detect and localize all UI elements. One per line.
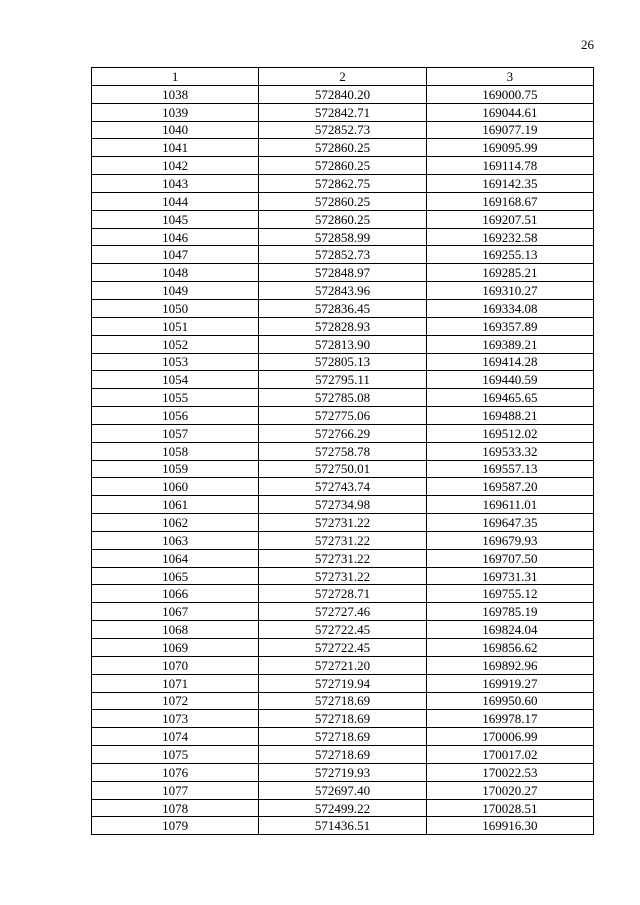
table-row xyxy=(92,603,594,621)
x-coordinate-cell: 572731.22 xyxy=(259,514,426,532)
y-coordinate-cell: 169285.21 xyxy=(426,264,593,282)
point-number-cell: 1041 xyxy=(92,139,259,157)
y-coordinate-cell: 169533.32 xyxy=(426,442,593,460)
point-number-cell: 1076 xyxy=(92,763,259,781)
column-header-2: 2 xyxy=(259,68,426,86)
x-coordinate-cell: 572750.01 xyxy=(259,460,426,478)
table-row xyxy=(92,407,594,425)
point-number-cell: 1067 xyxy=(92,603,259,621)
x-coordinate-cell: 572795.11 xyxy=(259,371,426,389)
y-coordinate-cell: 169440.59 xyxy=(426,371,593,389)
x-coordinate-cell: 572842.71 xyxy=(259,103,426,121)
y-coordinate-cell: 169512.02 xyxy=(426,424,593,442)
table-row xyxy=(92,139,594,157)
x-coordinate-cell: 572499.22 xyxy=(259,799,426,817)
x-coordinate-cell: 572852.73 xyxy=(259,246,426,264)
x-coordinate-cell: 572775.06 xyxy=(259,407,426,425)
y-coordinate-cell: 169856.62 xyxy=(426,639,593,657)
table-row xyxy=(92,192,594,210)
table-row xyxy=(92,763,594,781)
point-number-cell: 1072 xyxy=(92,692,259,710)
point-number-cell: 1048 xyxy=(92,264,259,282)
table-row xyxy=(92,621,594,639)
y-coordinate-cell: 169095.99 xyxy=(426,139,593,157)
point-number-cell: 1071 xyxy=(92,674,259,692)
point-number-cell: 1055 xyxy=(92,389,259,407)
table-row xyxy=(92,781,594,799)
table-row xyxy=(92,496,594,514)
table-row xyxy=(92,585,594,603)
x-coordinate-cell: 572697.40 xyxy=(259,781,426,799)
table-row xyxy=(92,103,594,121)
point-number-cell: 1058 xyxy=(92,442,259,460)
x-coordinate-cell: 572848.97 xyxy=(259,264,426,282)
x-coordinate-cell: 572785.08 xyxy=(259,389,426,407)
table-row xyxy=(92,85,594,103)
y-coordinate-cell: 169207.51 xyxy=(426,210,593,228)
x-coordinate-cell: 572852.73 xyxy=(259,121,426,139)
x-coordinate-cell: 572743.74 xyxy=(259,478,426,496)
x-coordinate-cell: 572766.29 xyxy=(259,424,426,442)
table-row xyxy=(92,710,594,728)
y-coordinate-cell: 170028.51 xyxy=(426,799,593,817)
point-number-cell: 1069 xyxy=(92,639,259,657)
y-coordinate-cell: 170020.27 xyxy=(426,781,593,799)
x-coordinate-cell: 572860.25 xyxy=(259,210,426,228)
table-row xyxy=(92,175,594,193)
y-coordinate-cell: 169114.78 xyxy=(426,157,593,175)
y-coordinate-cell: 169731.31 xyxy=(426,567,593,585)
table-row xyxy=(92,157,594,175)
table-row xyxy=(92,335,594,353)
y-coordinate-cell: 169978.17 xyxy=(426,710,593,728)
x-coordinate-cell: 572719.94 xyxy=(259,674,426,692)
y-coordinate-cell: 169000.75 xyxy=(426,85,593,103)
x-coordinate-cell: 572718.69 xyxy=(259,746,426,764)
point-number-cell: 1053 xyxy=(92,353,259,371)
point-number-cell: 1066 xyxy=(92,585,259,603)
y-coordinate-cell: 169255.13 xyxy=(426,246,593,264)
y-coordinate-cell: 169077.19 xyxy=(426,121,593,139)
point-number-cell: 1062 xyxy=(92,514,259,532)
x-coordinate-cell: 572843.96 xyxy=(259,282,426,300)
point-number-cell: 1077 xyxy=(92,781,259,799)
point-number-cell: 1047 xyxy=(92,246,259,264)
x-coordinate-cell: 572731.22 xyxy=(259,567,426,585)
y-coordinate-cell: 169647.35 xyxy=(426,514,593,532)
table-row xyxy=(92,674,594,692)
table-row xyxy=(92,121,594,139)
table-row xyxy=(92,371,594,389)
table-row xyxy=(92,246,594,264)
x-coordinate-cell: 572718.69 xyxy=(259,710,426,728)
table-row xyxy=(92,656,594,674)
x-coordinate-cell: 572731.22 xyxy=(259,549,426,567)
y-coordinate-cell: 169950.60 xyxy=(426,692,593,710)
table-row xyxy=(92,424,594,442)
table-row xyxy=(92,210,594,228)
y-coordinate-cell: 169488.21 xyxy=(426,407,593,425)
y-coordinate-cell: 169310.27 xyxy=(426,282,593,300)
x-coordinate-cell: 572860.25 xyxy=(259,139,426,157)
y-coordinate-cell: 169755.12 xyxy=(426,585,593,603)
y-coordinate-cell: 169232.58 xyxy=(426,228,593,246)
table-row xyxy=(92,567,594,585)
point-number-cell: 1065 xyxy=(92,567,259,585)
y-coordinate-cell: 169919.27 xyxy=(426,674,593,692)
point-number-cell: 1064 xyxy=(92,549,259,567)
y-coordinate-cell: 169707.50 xyxy=(426,549,593,567)
x-coordinate-cell: 572860.25 xyxy=(259,157,426,175)
point-number-cell: 1063 xyxy=(92,531,259,549)
x-coordinate-cell: 572728.71 xyxy=(259,585,426,603)
table-row xyxy=(92,353,594,371)
x-coordinate-cell: 572840.20 xyxy=(259,85,426,103)
x-coordinate-cell: 572758.78 xyxy=(259,442,426,460)
x-coordinate-cell: 572828.93 xyxy=(259,317,426,335)
x-coordinate-cell: 572860.25 xyxy=(259,192,426,210)
point-number-cell: 1042 xyxy=(92,157,259,175)
y-coordinate-cell: 169357.89 xyxy=(426,317,593,335)
point-number-cell: 1057 xyxy=(92,424,259,442)
point-number-cell: 1079 xyxy=(92,817,259,835)
point-number-cell: 1078 xyxy=(92,799,259,817)
column-header-3: 3 xyxy=(426,68,593,86)
y-coordinate-cell: 169824.04 xyxy=(426,621,593,639)
point-number-cell: 1068 xyxy=(92,621,259,639)
x-coordinate-cell: 572805.13 xyxy=(259,353,426,371)
point-number-cell: 1051 xyxy=(92,317,259,335)
x-coordinate-cell: 572862.75 xyxy=(259,175,426,193)
y-coordinate-cell: 169679.93 xyxy=(426,531,593,549)
point-number-cell: 1049 xyxy=(92,282,259,300)
page-number: 26 xyxy=(581,37,594,52)
x-coordinate-cell: 572734.98 xyxy=(259,496,426,514)
y-coordinate-cell: 169587.20 xyxy=(426,478,593,496)
y-coordinate-cell: 170022.53 xyxy=(426,763,593,781)
point-number-cell: 1073 xyxy=(92,710,259,728)
table-row xyxy=(92,549,594,567)
table-row xyxy=(92,746,594,764)
point-number-cell: 1060 xyxy=(92,478,259,496)
point-number-cell: 1039 xyxy=(92,103,259,121)
y-coordinate-cell: 169557.13 xyxy=(426,460,593,478)
table-body xyxy=(92,85,594,834)
x-coordinate-cell: 572836.45 xyxy=(259,299,426,317)
x-coordinate-cell: 572813.90 xyxy=(259,335,426,353)
table-row xyxy=(92,228,594,246)
table-row xyxy=(92,389,594,407)
x-coordinate-cell: 572722.45 xyxy=(259,621,426,639)
y-coordinate-cell: 169916.30 xyxy=(426,817,593,835)
point-number-cell: 1038 xyxy=(92,85,259,103)
x-coordinate-cell: 572718.69 xyxy=(259,728,426,746)
table-row xyxy=(92,282,594,300)
table-row xyxy=(92,478,594,496)
point-number-cell: 1061 xyxy=(92,496,259,514)
point-number-cell: 1070 xyxy=(92,656,259,674)
x-coordinate-cell: 572731.22 xyxy=(259,531,426,549)
table-row xyxy=(92,531,594,549)
point-number-cell: 1044 xyxy=(92,192,259,210)
y-coordinate-cell: 169389.21 xyxy=(426,335,593,353)
table-row xyxy=(92,460,594,478)
x-coordinate-cell: 572727.46 xyxy=(259,603,426,621)
point-number-cell: 1043 xyxy=(92,175,259,193)
point-number-cell: 1045 xyxy=(92,210,259,228)
y-coordinate-cell: 170017.02 xyxy=(426,746,593,764)
y-coordinate-cell: 169334.08 xyxy=(426,299,593,317)
y-coordinate-cell: 169414.28 xyxy=(426,353,593,371)
column-header-1: 1 xyxy=(92,68,259,86)
x-coordinate-cell: 572722.45 xyxy=(259,639,426,657)
y-coordinate-cell: 169892.96 xyxy=(426,656,593,674)
x-coordinate-cell: 572719.93 xyxy=(259,763,426,781)
table-row xyxy=(92,264,594,282)
y-coordinate-cell: 169611.01 xyxy=(426,496,593,514)
point-number-cell: 1075 xyxy=(92,746,259,764)
point-number-cell: 1040 xyxy=(92,121,259,139)
y-coordinate-cell: 169465.65 xyxy=(426,389,593,407)
point-number-cell: 1054 xyxy=(92,371,259,389)
table-row xyxy=(92,639,594,657)
table-row xyxy=(92,799,594,817)
point-number-cell: 1046 xyxy=(92,228,259,246)
y-coordinate-cell: 169044.61 xyxy=(426,103,593,121)
y-coordinate-cell: 169785.19 xyxy=(426,603,593,621)
table-row xyxy=(92,728,594,746)
coordinates-table xyxy=(91,67,594,835)
table-row xyxy=(92,692,594,710)
table-row xyxy=(92,442,594,460)
table-header-row xyxy=(92,68,594,86)
point-number-cell: 1056 xyxy=(92,407,259,425)
x-coordinate-cell: 572721.20 xyxy=(259,656,426,674)
table-row xyxy=(92,317,594,335)
y-coordinate-cell: 170006.99 xyxy=(426,728,593,746)
table-row xyxy=(92,817,594,835)
x-coordinate-cell: 572718.69 xyxy=(259,692,426,710)
table-row xyxy=(92,514,594,532)
table-row xyxy=(92,299,594,317)
y-coordinate-cell: 169142.35 xyxy=(426,175,593,193)
point-number-cell: 1074 xyxy=(92,728,259,746)
point-number-cell: 1052 xyxy=(92,335,259,353)
x-coordinate-cell: 572858.99 xyxy=(259,228,426,246)
x-coordinate-cell: 571436.51 xyxy=(259,817,426,835)
point-number-cell: 1059 xyxy=(92,460,259,478)
point-number-cell: 1050 xyxy=(92,299,259,317)
y-coordinate-cell: 169168.67 xyxy=(426,192,593,210)
